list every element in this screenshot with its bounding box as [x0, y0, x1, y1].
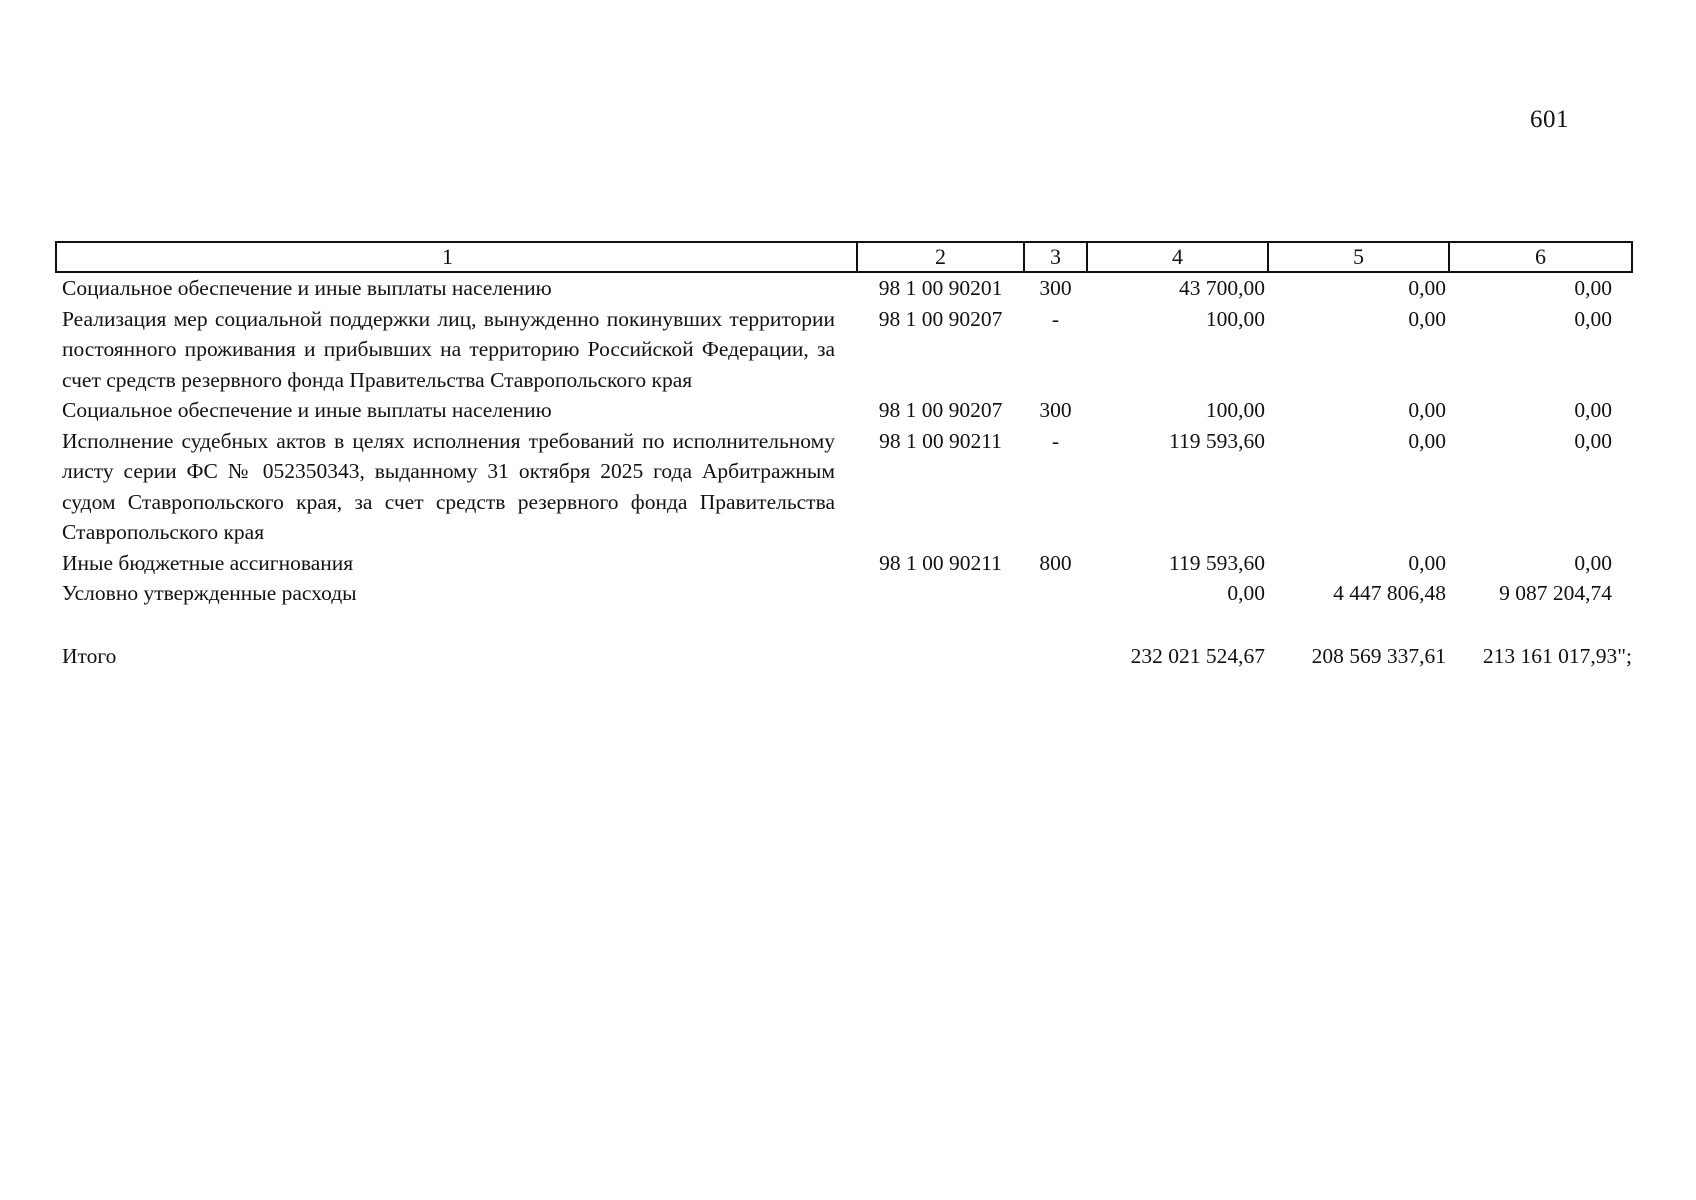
table-row: [56, 578, 1632, 609]
row-amount-col4: 100,00: [1205, 306, 1265, 331]
row-name: Социальное обеспечение и иные выплаты населению: [62, 276, 552, 300]
spacer-cell: [1268, 609, 1449, 641]
total-amount-col5: 208 569 337,61: [1311, 643, 1446, 668]
total-label: Итого: [62, 643, 117, 668]
total-empty-cell: [1024, 641, 1087, 672]
spacer-row: [56, 609, 1632, 641]
row-target-article: 98 1 00 90207: [878, 306, 1003, 331]
spacer-cell: [56, 609, 857, 641]
row-amount-col5: 0,00: [1408, 306, 1446, 331]
table-row: [56, 548, 1632, 579]
row-amount-col6: 0,00: [1574, 276, 1612, 300]
header-row: [56, 242, 1632, 272]
row-amount-col5: 4 447 806,48: [1333, 581, 1446, 605]
header-col-3: 3: [1024, 242, 1087, 272]
total-amount-col6: 213 161 017,93";: [1482, 643, 1632, 668]
row-amount-col6: 0,00: [1574, 550, 1612, 575]
budget-table: [55, 241, 1633, 671]
row-expense-type: 300: [1039, 398, 1072, 422]
row-name: Иные бюджетные ассигнования: [62, 550, 354, 575]
spacer-cell: [857, 609, 1024, 641]
header-col-4: 4: [1087, 242, 1268, 272]
spacer-cell: [1087, 609, 1268, 641]
row-target-article: [857, 578, 1024, 609]
table-row: [56, 395, 1632, 426]
table-row: [56, 426, 1632, 548]
spacer-cell: [1024, 609, 1087, 641]
row-amount-col5: 0,00: [1408, 276, 1446, 300]
row-expense-type: 800: [1039, 550, 1072, 575]
row-target-article: 98 1 00 90211: [879, 550, 1002, 575]
header-col-1: 1: [56, 242, 857, 272]
row-amount-col5: 0,00: [1408, 398, 1446, 422]
row-amount-col6: 9 087 204,74: [1499, 581, 1612, 605]
row-amount-col6: 0,00: [1574, 428, 1612, 453]
table-header: [56, 242, 1632, 272]
row-amount-col5: 0,00: [1408, 428, 1446, 453]
row-amount-col4: 43 700,00: [1179, 276, 1265, 300]
table-row: [56, 272, 1632, 304]
row-amount-col5: 0,00: [1408, 550, 1446, 575]
total-row: [56, 641, 1632, 672]
row-expense-type: -: [1051, 428, 1060, 453]
spacer-cell: [1449, 609, 1632, 641]
row-amount-col6: 0,00: [1574, 306, 1612, 331]
total-amount-col4: 232 021 524,67: [1130, 643, 1265, 668]
header-col-2: 2: [857, 242, 1024, 272]
row-target-article: 98 1 00 90207: [878, 398, 1003, 422]
row-amount-col4: 119 593,60: [1169, 428, 1265, 453]
row-amount-col4: 0,00: [1227, 581, 1265, 605]
header-col-5: 5: [1268, 242, 1449, 272]
table-row: [56, 304, 1632, 396]
row-name: Условно утвержденные расходы: [62, 581, 357, 605]
row-expense-type: -: [1051, 306, 1060, 331]
row-expense-type: [1024, 578, 1087, 609]
row-expense-type: 300: [1039, 276, 1072, 300]
row-name: Реализация мер социальной поддержки лиц, вынужденно покинувших территории постоянного проживания и прибывших на территорию Российской Федерации, за счет средств резервного фонда Правительства Ставропольского края: [62, 306, 835, 392]
row-name: Исполнение судебных актов в целях исполнения требований по исполнительному листу серии ФС № 052350343, выданному 31 октября 2025 года Арбитражным судом Ставропольского края, за счет средств резервного фонда Правительства Ставропольского края: [62, 428, 835, 544]
row-name: Социальное обеспечение и иные выплаты населению: [62, 398, 552, 422]
table-body: [56, 272, 1632, 671]
page-number: 601: [1530, 106, 1569, 133]
row-amount-col6: 0,00: [1574, 398, 1612, 422]
row-amount-col4: 119 593,60: [1169, 550, 1265, 575]
row-amount-col4: 100,00: [1205, 398, 1265, 422]
row-target-article: 98 1 00 90201: [878, 276, 1003, 300]
total-empty-cell: [857, 641, 1024, 672]
header-col-6: 6: [1449, 242, 1632, 272]
row-target-article: 98 1 00 90211: [879, 428, 1002, 453]
